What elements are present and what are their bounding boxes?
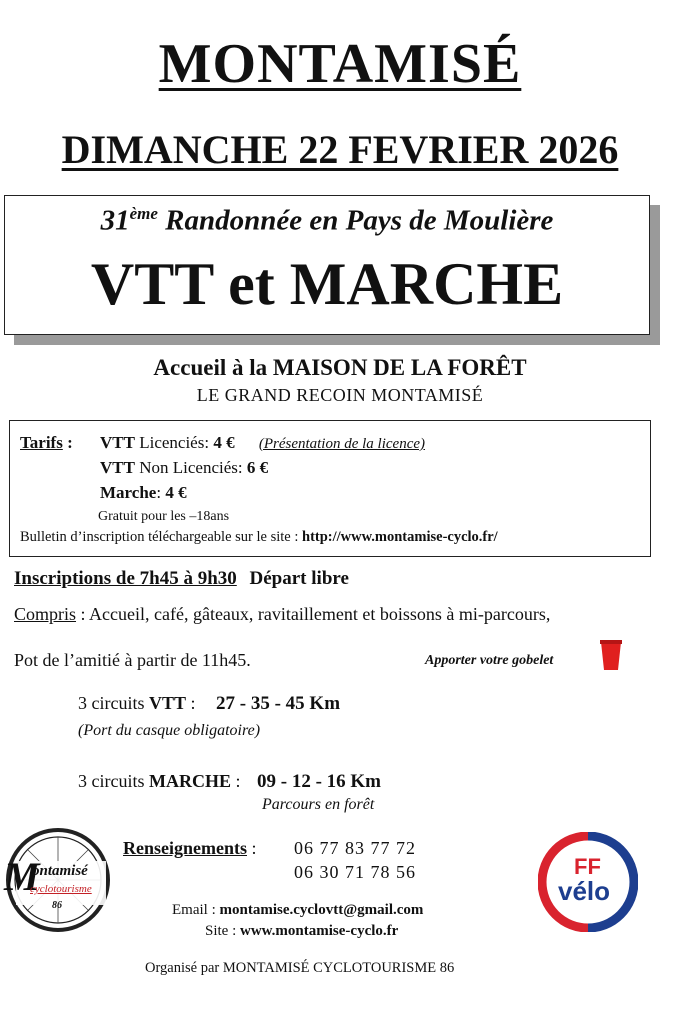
compris-line: Compris : Accueil, café, gâteaux, ravitaillement et boissons à mi-parcours, bbox=[14, 604, 551, 624]
gobelet-note: Apporter votre gobelet bbox=[425, 653, 554, 668]
phone-2: 06 30 71 78 56 bbox=[294, 862, 416, 882]
tarif-row: Marche: 4 € bbox=[100, 483, 187, 502]
logo-number: 86 bbox=[52, 900, 62, 911]
town-title: MONTAMISÉ bbox=[158, 33, 522, 95]
organizer-line: Organisé par MONTAMISÉ CYCLOTOURISME 86 bbox=[145, 960, 455, 976]
bulletin-link[interactable]: http://www.montamise-cyclo.fr/ bbox=[302, 529, 498, 545]
email-line: Email : montamise.cyclovtt@gmail.com bbox=[172, 902, 424, 918]
tarifs-box bbox=[9, 420, 651, 557]
logo-subtext: cyclotourisme bbox=[30, 883, 92, 895]
site-link[interactable]: www.montamise-cyclo.fr bbox=[240, 923, 399, 939]
free-under-18: Gratuit pour les –18ans bbox=[98, 509, 230, 524]
cup-icon bbox=[600, 640, 622, 672]
edition-line: 31ème Randonnée en Pays de Moulière bbox=[100, 204, 554, 237]
marche-circuits: 3 circuits MARCHE : 09 - 12 - 16 Km bbox=[78, 771, 382, 792]
event-title: VTT et MARCHE bbox=[90, 251, 564, 317]
inscriptions-line: Inscriptions de 7h45 à 9h30 Départ libre bbox=[14, 568, 349, 589]
helmet-note: (Port du casque obligatoire) bbox=[78, 722, 261, 739]
ff-text: FF bbox=[574, 854, 601, 879]
renseignements-line: Renseignements : bbox=[123, 838, 257, 858]
logo-text: ontamisé bbox=[32, 863, 88, 879]
site-line: Site : www.montamise-cyclo.fr bbox=[205, 923, 399, 939]
phone-1: 06 77 83 77 72 bbox=[294, 838, 416, 858]
email-link[interactable]: montamise.cyclovtt@gmail.com bbox=[219, 902, 424, 918]
ffvelo-logo bbox=[538, 832, 638, 932]
vtt-circuits: 3 circuits VTT : 27 - 35 - 45 Km bbox=[78, 693, 341, 714]
title-box bbox=[4, 195, 650, 335]
velo-text: vélo bbox=[558, 876, 611, 906]
venue-address: LE GRAND RECOIN MONTAMISÉ bbox=[196, 385, 484, 405]
tarif-row: VTT Licenciés: 4 € (Présentation de la licence) bbox=[100, 433, 426, 452]
event-date: DIMANCHE 22 FEVRIER 2026 bbox=[61, 127, 619, 172]
forest-note: Parcours en forêt bbox=[262, 796, 375, 813]
tarif-row: VTT Non Licenciés: 6 € bbox=[100, 458, 269, 477]
venue-line: Accueil à la MAISON DE LA FORÊT bbox=[153, 355, 527, 380]
tarifs-heading: Tarifs : bbox=[20, 433, 73, 452]
logo-initial: M bbox=[4, 854, 40, 899]
montamise-logo bbox=[2, 825, 112, 935]
licence-note: (Présentation de la licence) bbox=[258, 436, 426, 452]
pot-line: Pot de l’amitié à partir de 11h45. bbox=[14, 650, 251, 670]
bulletin-line: Bulletin d’inscription téléchargeable sur le site : http://www.montamise-cyclo.fr/ bbox=[20, 529, 498, 545]
